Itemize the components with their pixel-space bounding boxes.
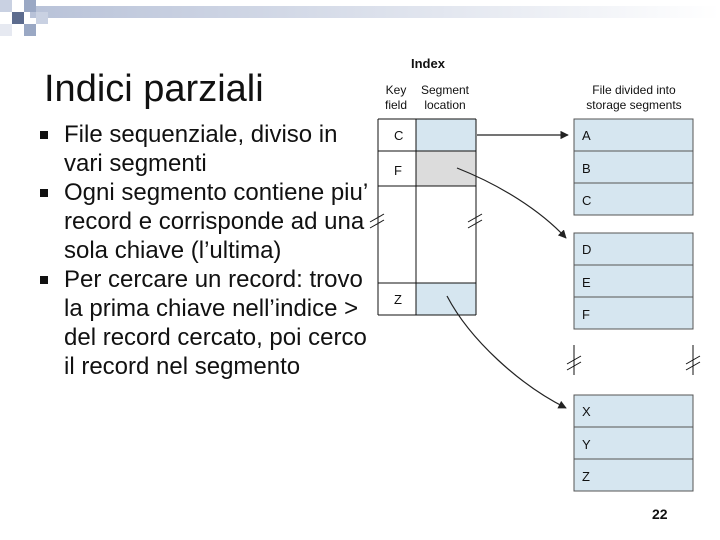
index-table bbox=[370, 119, 482, 315]
bullet-text: Per cercare un record: trovo la prima chiave nell’indice > del record cercato, poi cerco il record nel segmento bbox=[64, 266, 367, 380]
index-key: Z bbox=[394, 292, 402, 307]
segment-record: E bbox=[582, 275, 591, 290]
bullet-text: Ogni segmento contiene piu’ record e corrisponde ad una sola chiave (l’ultima) bbox=[64, 179, 368, 264]
index-key: F bbox=[394, 163, 402, 178]
index-heading: Index bbox=[411, 56, 445, 71]
segment-record: C bbox=[582, 193, 592, 208]
page-number: 22 bbox=[652, 506, 668, 522]
file-segment bbox=[574, 395, 693, 491]
index-key: C bbox=[394, 128, 404, 143]
file-break-mark bbox=[567, 345, 700, 375]
file-label-line1: File divided into bbox=[592, 83, 676, 97]
bullet-text: File sequenziale, diviso in vari segmenti bbox=[64, 121, 338, 177]
file-segment bbox=[574, 233, 693, 329]
segment-location-label-line1: Segment bbox=[420, 83, 470, 97]
segment-record: Z bbox=[582, 469, 590, 484]
segment-location-label-line2: location bbox=[424, 98, 466, 112]
key-field-label-line2: field bbox=[384, 98, 408, 112]
segment-record: X bbox=[582, 404, 591, 419]
segment-record: F bbox=[582, 307, 590, 322]
segment-record: B bbox=[582, 161, 591, 176]
key-field-label-line1: Key bbox=[385, 83, 407, 97]
segment-record: Y bbox=[582, 437, 591, 452]
slide-title: Indici parziali bbox=[44, 68, 264, 110]
segment-record: D bbox=[582, 242, 592, 257]
file-segment bbox=[574, 119, 693, 215]
segment-record: A bbox=[582, 128, 591, 143]
index-break-mark bbox=[370, 214, 482, 228]
file-label-line2: storage segments bbox=[586, 98, 682, 112]
